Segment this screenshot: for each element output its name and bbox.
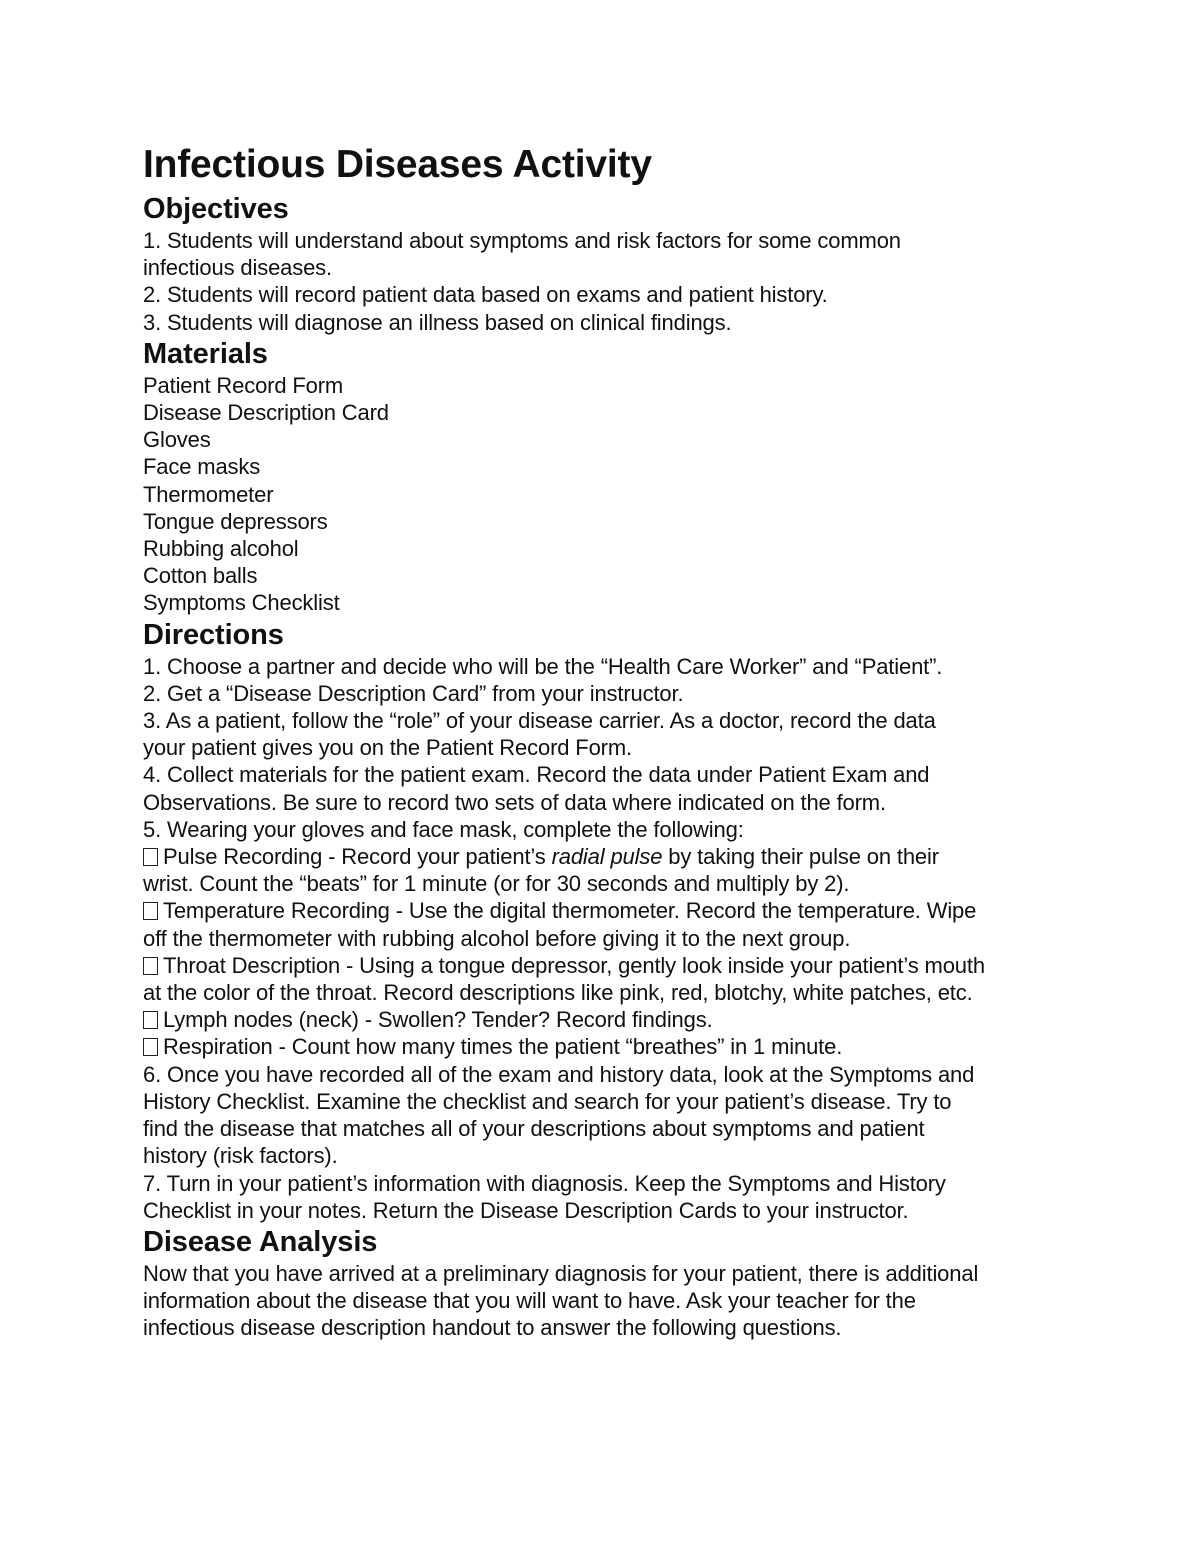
- material-item: Thermometer: [143, 481, 274, 507]
- temperature-text: Temperature Recording - Use the digital thermometer. Record the temperature. Wipe: [163, 898, 977, 924]
- missing-glyph-box-icon: [143, 902, 158, 920]
- sub-step-throat-cont: at the color of the throat. Record descriptions like pink, red, blotchy, white patches, etc.: [143, 980, 973, 1006]
- pulse-text-italic: radial pulse: [551, 844, 663, 870]
- directions-section: [143, 617, 1073, 1224]
- objectives-section: [143, 191, 1073, 336]
- direction-line: Checklist in your notes. Return the Disease Description Cards to your instructor.: [143, 1197, 909, 1223]
- sub-step-temperature-cont: off the thermometer with rubbing alcohol before giving it to the next group.: [143, 925, 851, 951]
- material-item: Tongue depressors: [143, 508, 328, 534]
- material-item: Disease Description Card: [143, 400, 389, 426]
- document-title: Infectious Diseases Activity: [143, 143, 652, 186]
- sub-step-throat: [143, 952, 1073, 979]
- objective-line: 1. Students will understand about symptoms and risk factors for some common: [143, 228, 901, 253]
- pulse-text-after: by taking their pulse on their: [662, 844, 939, 870]
- direction-line: History Checklist. Examine the checklist and search for your patient’s disease. Try to: [143, 1088, 952, 1114]
- material-item: Gloves: [143, 427, 211, 453]
- material-item: Cotton balls: [143, 563, 258, 589]
- direction-line: 3. As a patient, follow the “role” of your disease carrier. As a doctor, record the data: [143, 708, 936, 734]
- objective-line: infectious diseases.: [143, 255, 332, 281]
- sub-step-respiration: [143, 1033, 1073, 1060]
- missing-glyph-box-icon: [143, 848, 158, 866]
- direction-line: find the disease that matches all of your descriptions about symptoms and patient: [143, 1116, 925, 1142]
- analysis-line: infectious disease description handout to answer the following questions.: [143, 1315, 842, 1341]
- direction-line: 5. Wearing your gloves and face mask, complete the following:: [143, 816, 744, 842]
- sub-step-lymph: [143, 1006, 1073, 1033]
- material-item: Face masks: [143, 454, 261, 480]
- sub-step-pulse-cont: wrist. Count the “beats” for 1 minute (or for 30 seconds and multiply by 2).: [143, 871, 850, 897]
- analysis-line: information about the disease that you will want to have. Ask your teacher for the: [143, 1288, 916, 1314]
- materials-section: [143, 336, 1073, 617]
- disease-analysis-section: [143, 1224, 1073, 1342]
- direction-line: 6. Once you have recorded all of the exam and history data, look at the Symptoms and: [143, 1061, 975, 1087]
- sub-step-pulse: [143, 843, 1073, 870]
- document-page: [143, 142, 1073, 1342]
- objective-line: 2. Students will record patient data based on exams and patient history.: [143, 282, 828, 308]
- direction-line: Observations. Be sure to record two sets of data where indicated on the form.: [143, 789, 886, 815]
- missing-glyph-box-icon: [143, 1011, 158, 1029]
- analysis-line: Now that you have arrived at a preliminary diagnosis for your patient, there is additional: [143, 1260, 979, 1286]
- lymph-text: Lymph nodes (neck) - Swollen? Tender? Record findings.: [163, 1007, 713, 1033]
- missing-glyph-box-icon: [143, 1038, 158, 1056]
- direction-line: 7. Turn in your patient’s information with diagnosis. Keep the Symptoms and History: [143, 1170, 946, 1196]
- directions-heading: Directions: [143, 618, 284, 651]
- disease-analysis-heading: Disease Analysis: [143, 1225, 378, 1258]
- material-item: Patient Record Form: [143, 372, 344, 398]
- materials-heading: Materials: [143, 337, 268, 370]
- direction-line: 4. Collect materials for the patient exam. Record the data under Patient Exam and: [143, 762, 930, 788]
- throat-text: Throat Description - Using a tongue depressor, gently look inside your patient’s mouth: [163, 952, 985, 978]
- missing-glyph-box-icon: [143, 957, 158, 975]
- pulse-text-before: Pulse Recording - Record your patient’s: [163, 844, 552, 870]
- direction-line: 2. Get a “Disease Description Card” from your instructor.: [143, 680, 684, 706]
- direction-line: your patient gives you on the Patient Record Form.: [143, 735, 632, 761]
- objective-line: 3. Students will diagnose an illness based on clinical findings.: [143, 309, 732, 335]
- direction-line: 1. Choose a partner and decide who will be the “Health Care Worker” and “Patient”.: [143, 653, 943, 679]
- objectives-heading: Objectives: [143, 193, 289, 225]
- respiration-text: Respiration - Count how many times the patient “breathes” in 1 minute.: [163, 1034, 843, 1060]
- direction-line: history (risk factors).: [143, 1143, 338, 1169]
- sub-step-temperature: [143, 897, 1073, 924]
- material-item: Symptoms Checklist: [143, 590, 340, 616]
- material-item: Rubbing alcohol: [143, 536, 299, 562]
